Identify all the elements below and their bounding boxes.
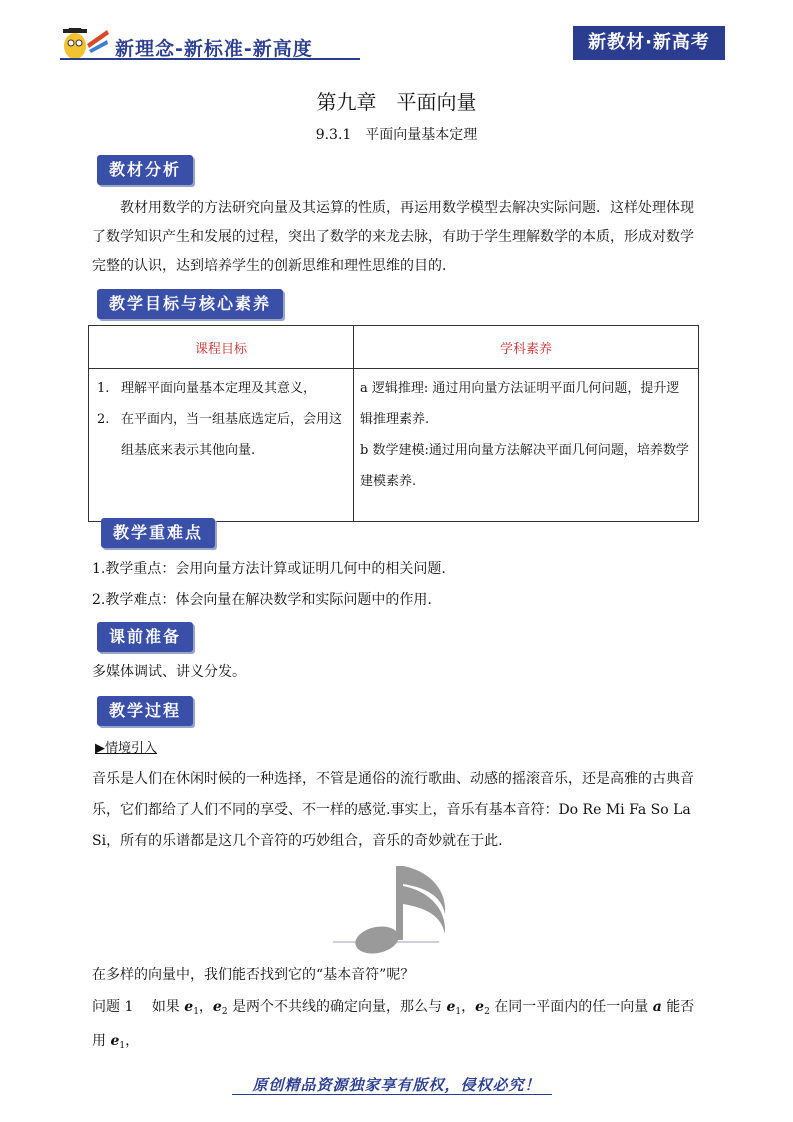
chapter-title: 第九章 平面向量 [316, 90, 477, 114]
vector-a: a [652, 999, 662, 1015]
vector-e: e [446, 999, 456, 1015]
question-1-text: 是两个不共线的确定向量，那么与 [227, 999, 447, 1015]
goal-item-text: 在平面内，当一组基底选定后，会用这组基底来表示其他向量. [121, 412, 343, 458]
goal-item-num: 2. [97, 412, 110, 427]
header-slogan: 新理念-新标准-新高度 [115, 38, 313, 60]
question-1-text: 如果 [151, 999, 185, 1015]
intro-text: 音乐是人们在休闲时候的一种选择，不管是通俗的流行歌曲、动感的摇滚音乐，还是高雅的古典音乐，它们都给了人们不同的享受、不一样的感觉.事实上，音乐有基本音符：Do Re Mi Fa So La Si，所有的乐谱都是这几个音符的巧妙组合，音乐的奇妙就在于此. [92, 771, 694, 849]
subscript-2: 2 [484, 1007, 490, 1017]
tag-difficulty: 教学重难点 [101, 518, 215, 548]
subscript-1: 1 [119, 1041, 126, 1051]
intro-label: ▶情境引入 [95, 741, 157, 756]
music-note-icon [333, 860, 473, 956]
question-1-text: 在同一平面内的任一向量 [489, 999, 653, 1015]
subscript-1: 1 [455, 1007, 462, 1017]
goal-item [97, 373, 347, 404]
analysis-text: 教材用数学的方法研究向量及其运算的性质，再运用数学模型去解决实际问题．这样处理体现了数学知识产生和发展的过程，突出了数学的来龙去脉，有助于学生理解数学的本质，形成对数学完整的认识，达到培养学生的创新思维和理性思维的目的． [92, 200, 694, 274]
tag-prep: 课前准备 [97, 622, 193, 652]
vector-e: e [184, 999, 194, 1015]
goals-course-cell [89, 369, 354, 522]
question-1-text: 能否用 [92, 999, 695, 1049]
goal-item-num: 1. [97, 381, 110, 396]
subscript-2: 2 [221, 1007, 228, 1017]
question-1 [92, 993, 702, 1061]
separator: ， [198, 999, 213, 1015]
goal-item-text: 理解平面向量基本定理及其意义， [121, 381, 317, 396]
separator: ， [461, 999, 476, 1015]
tag-analysis: 教材分析 [97, 155, 193, 185]
separator: ， [125, 1033, 140, 1049]
literacy-item: a 逻辑推理: 通过用向量方法证明平面几何问题，提升逻辑推理素养. [360, 381, 680, 427]
tag-goals: 教学目标与核心素养 [97, 289, 283, 319]
difficult-point-line: 2.教学难点：体会向量在解决数学和实际问题中的作用. [92, 592, 432, 608]
prep-text: 多媒体调试、讲义分发。 [92, 664, 246, 680]
vector-e: e [110, 1033, 120, 1049]
goal-item [97, 404, 347, 466]
header-underline [60, 58, 360, 60]
goals-literacy-cell [354, 369, 699, 522]
header-badge: 新教材·新高考 [573, 26, 725, 60]
literacy-item: b 数学建模:通过用向量方法解决平面几何问题，培养数学建模素养. [360, 443, 689, 489]
footer-underline [232, 1094, 552, 1095]
vector-e: e [475, 999, 485, 1015]
key-point-line: 1.教学重点：会用向量方法计算或证明几何中的相关问题. [92, 561, 446, 577]
tag-process: 教学过程 [97, 696, 193, 726]
vector-e: e [212, 999, 222, 1015]
goals-table [88, 325, 699, 522]
question-1-label: 问题 1 [92, 999, 134, 1015]
question-lead: 在多样的向量中，我们能否找到它的“基本音符”呢？ [92, 967, 415, 983]
goals-header-course: 课程目标 [89, 326, 354, 369]
goals-header-literacy: 学科素养 [354, 326, 699, 369]
section-title: 9.3.1 平面向量基本定理 [315, 127, 478, 143]
subscript-1: 1 [193, 1007, 199, 1017]
footer-copyright: 原创精品资源独家享有版权，侵权必究！ [252, 1076, 541, 1094]
